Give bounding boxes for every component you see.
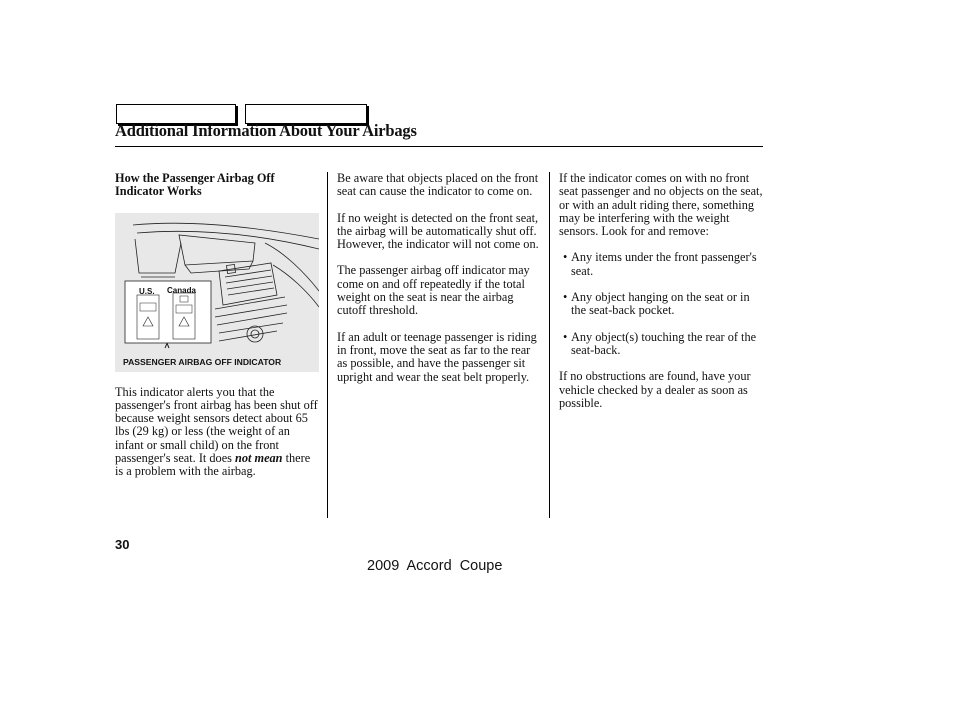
column-1 [115,172,320,479]
figure-caption: PASSENGER AIRBAG OFF INDICATOR [123,356,282,367]
paragraph: If an adult or teenage passenger is riding in front, move the seat as far to the rear as possible, and have the passenger sit upright and wear the seat belt properly. [337,329,537,384]
section-subheading: How the Passenger Airbag Off Indicator Works [115,171,275,199]
airbag-indicator-illustration [115,213,319,372]
paragraph: Be aware that objects placed on the front seat can cause the indicator to come on. [337,171,539,199]
canada-label: Canada [167,285,196,295]
bullet-mark: • [563,329,568,344]
bullet-item: • Any object hanging on the seat or in the seat-back pocket. [559,291,763,318]
us-label: U.S. [139,286,155,296]
paragraph: The passenger airbag off indicator may come on and off repeatedly if the total weight on the seat is near the airbag cutoff threshold. [337,263,530,318]
column-2 [337,172,542,384]
emphasis-text: not mean [235,451,283,466]
bullet-mark: • [563,250,568,265]
page-number: 30 [115,537,130,552]
bullet-item: • Any object(s) touching the rear of the seat-back. [559,331,763,358]
bullet-mark: • [563,290,568,305]
bullet-item: • Any items under the front passenger's seat. [559,251,763,278]
page-title: Additional Information About Your Airbags [115,121,417,140]
paragraph: If no obstructions are found, have your vehicle checked by a dealer as soon as possible. [559,369,751,410]
footer-vehicle-name: 2009 Accord Coupe [367,558,503,574]
title-divider [115,146,763,147]
paragraph: If no weight is detected on the front seat, the airbag will be automatically shut off. However, the indicator will not come on. [337,210,539,252]
column-divider [327,172,328,518]
indicator-description: This indicator alerts you that the passenger's front airbag has been shut off because weight sensors detect about 65 lbs (29 kg) or less (the weight of an infant or small child) on the front passenger's seat. It does not mean there is a problem with the airbag. [115,384,318,479]
column-divider [549,172,550,518]
paragraph: If the indicator comes on with no front seat passenger and no objects on the seat, or with an adult riding there, something may be interfering with the weight sensors. Look for and remove: [559,171,763,239]
column-3 [559,172,763,410]
